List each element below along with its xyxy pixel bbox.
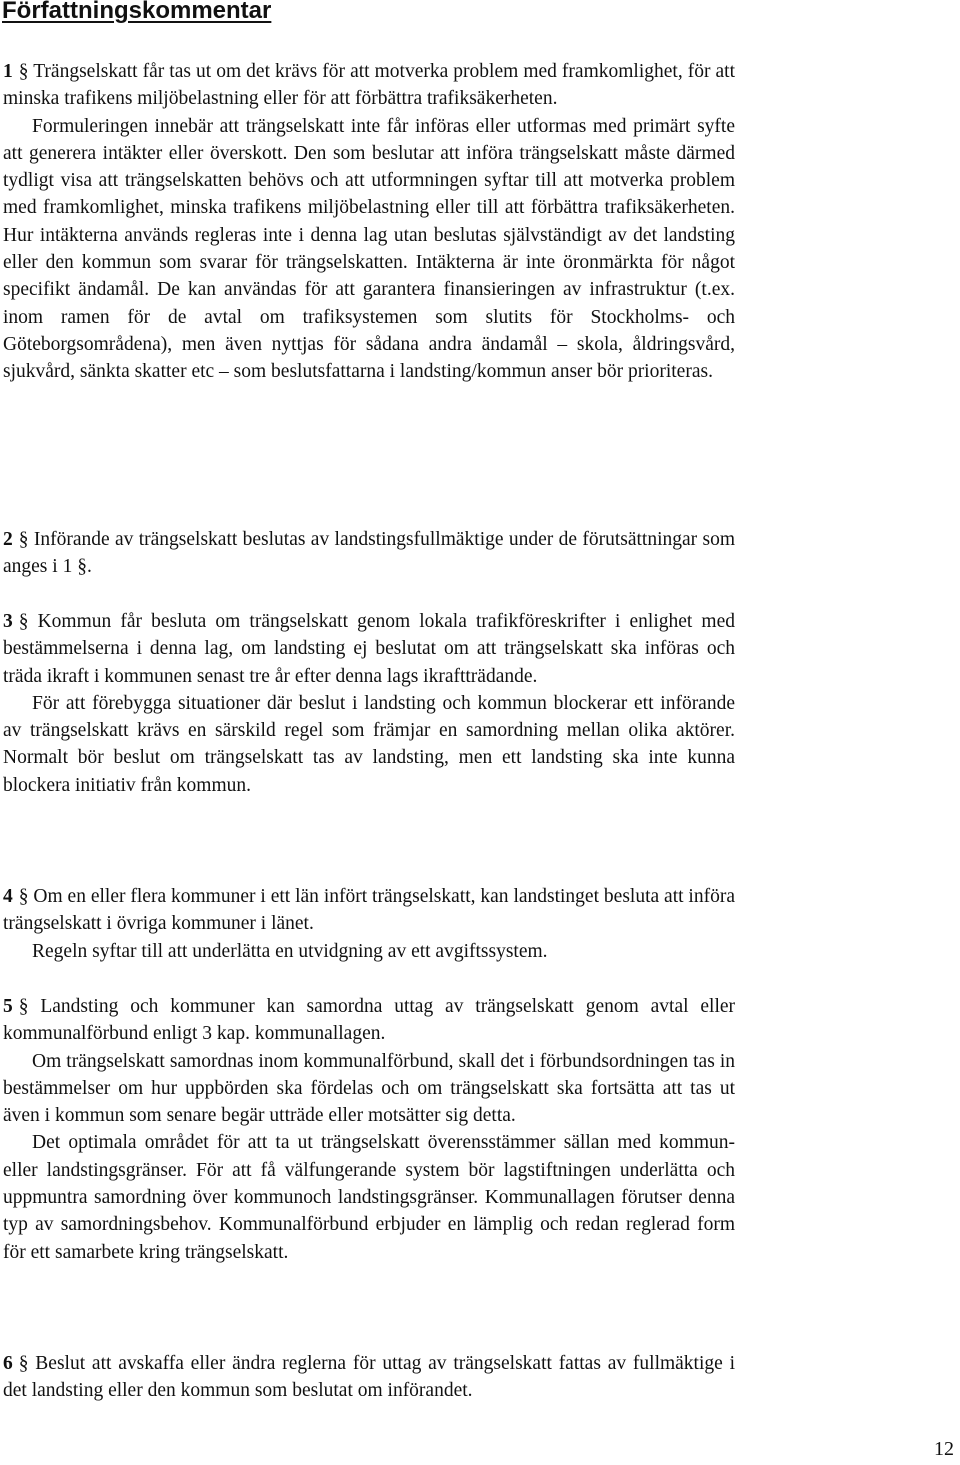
section-1 [3,58,735,386]
page-number: 12 [934,1438,954,1460]
paragraph-text: Beslut att avskaffa eller ändra reglerna för uttag av trängselskatt fattas av fullmäktige i det landsting eller den kommun som beslutat om införandet. [3,1353,736,1402]
section-number: 3 [3,611,13,632]
paragraph [3,1350,735,1405]
section-5 [3,993,735,1266]
paragraph-mark: § [18,1353,29,1374]
paragraph: Formuleringen innebär att trängselskatt inte får införas eller utformas med primärt syfte att generera intäkter eller överskott. Den som beslutar att införa trängselskatt måste därmed tydligt visa att trängselskatten behövs och att utformningen syftar till att motverka problem med framkomlighet, minska trafikens miljöbelastning eller till att förbättra trafiksäkerheten. Hur intäkterna används regleras inte i denna lag utan beslutas självständigt av det landsting eller den kommun som svarar för trängselskatten. Intäkterna är inte öronmärkta för något specifikt ändamål. De kan användas för att garantera finansieringen av infrastruktur (t.ex. inom ramen för de avtal om trafiksystemen som slutits för Stockholms- och Göteborgsområdena), men även nyttjas för sådana andra ändamål – skola, åldringsvård, sjukvård, sänkta skatter etc – som beslutsfattarna i landsting/kommun anser bör prioriteras. [3,115,735,383]
paragraph [3,608,735,690]
paragraph-mark: § [18,611,29,632]
paragraph [3,58,735,113]
paragraph-text: Landsting och kommuner kan samordna uttag av trängselskatt genom avtal eller kommunalförbund enligt 3 kap. kommunallagen. [3,996,736,1045]
paragraph-mark: § [18,996,29,1017]
paragraph [3,526,735,581]
section-number: 2 [3,529,13,550]
paragraph-mark: § [18,529,29,550]
paragraph-text: Trängselskatt får tas ut om det krävs för att motverka problem med framkomlighet, för att minska trafikens miljöbelastning eller för att förbättra trafiksäkerheten. [3,61,735,110]
section-4 [3,883,735,965]
section-number: 6 [3,1353,13,1374]
paragraph: Det optimala området för att ta ut trängselskatt överensstämmer sällan med kommun- eller landstingsgränser. För att få välfungerande system bör lagstiftningen underlätta och uppmuntra samordning över kommunoch landstingsgränser. Kommunallagen förutser denna typ av samordningsbehov. Kommunalförbund erbjuder en lämplig och redan reglerad form för ett samarbete kring trängselskatt. [3,1132,735,1263]
paragraph-mark: § [18,886,29,907]
section-number: 4 [3,886,13,907]
paragraph: För att förebygga situationer där beslut i landsting och kommun blockerar ett införande av trängselskatt krävs en särskild regel som främjar en samordning mellan olika aktörer. Normalt bör beslut om trängselskatt tas av landsting, men ett landsting ska inte kunna blockera initiativ från kommun. [3,692,735,796]
section-2 [3,526,735,581]
paragraph-text: Införande av trängselskatt beslutas av landstingsfullmäktige under de förutsättningar som anges i 1 §. [3,529,735,578]
paragraph-mark: § [18,61,29,82]
section-3 [3,608,735,799]
section-6 [3,1350,735,1405]
section-number: 1 [3,61,13,82]
page-heading: Författningskommentar [2,0,272,24]
paragraph [3,883,735,938]
paragraph: Om trängselskatt samordnas inom kommunalförbund, skall det i förbundsordningen tas in bestämmelser om hur uppbörden ska fördelas och om trängselskatt ska fortsätta att tas ut även i kommun som senare begär utträde eller motsätter sig detta. [3,1050,735,1127]
paragraph-text: Om en eller flera kommuner i ett län infört trängselskatt, kan landstinget besluta att införa trängselskatt i övriga kommuner i länet. [3,886,735,935]
section-number: 5 [3,996,13,1017]
paragraph-text: Kommun får besluta om trängselskatt genom lokala trafikföreskrifter i enlighet med bestämmelserna i denna lag, om landsting ej beslutat om att trängselskatt ska införas och träda ikraft i kommunen senast tre år efter denna lags ikraftträdande. [3,611,735,687]
paragraph: Regeln syftar till att underlätta en utvidgning av ett avgiftssystem. [32,940,548,962]
paragraph [3,993,735,1048]
